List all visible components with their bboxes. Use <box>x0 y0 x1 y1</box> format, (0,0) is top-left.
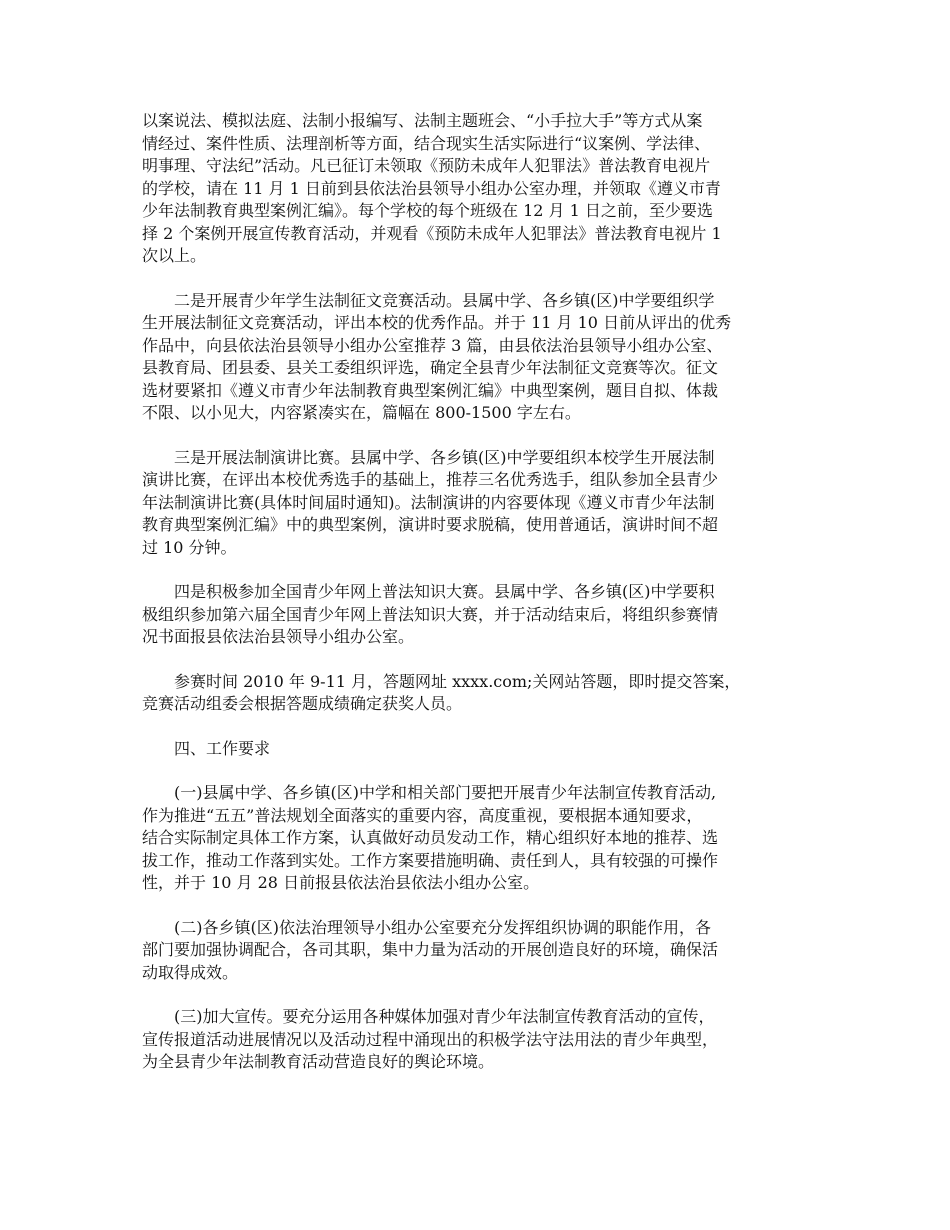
text-line: 择 2 个案例开展宣传教育活动，并观看《预防未成年人犯罪法》普法教育电视片 1 <box>142 223 722 243</box>
paragraph-contest-time <box>142 671 812 716</box>
text-line: 性，并于 10 月 28 日前报县依法治县依法小组办公室。 <box>142 873 540 892</box>
text-line: 过 10 分钟。 <box>142 537 237 557</box>
text-line: 少年法制教育典型案例汇编》。每个学校的每个班级在 12 月 1 日之前，至少要选 <box>142 201 713 220</box>
text-line: 情经过、案件性质、法理剖析等方面，结合现实生活实际进行“议案例、学法律、 <box>142 133 711 153</box>
text-line: (一)县属中学、各乡镇(区)中学和相关部门要把开展青少年法制宣传教育活动, <box>174 783 717 802</box>
text-line: 拔工作，推动工作落到实处。工作方案要措施明确、责任到人，具有较强的可操作 <box>142 850 719 870</box>
text-line: 生开展法制征文竞赛活动，评出本校的优秀作品。并于 11 月 10 日前从评出的优秀 <box>142 313 732 332</box>
text-line: 四是积极参加全国青少年网上普法知识大赛。县属中学、各乡镇(区)中学要积 <box>174 582 715 601</box>
text-line: 动取得成效。 <box>142 962 239 982</box>
text-line: (三)加大宣传。要充分运用各种媒体加强对青少年法制宣传教育活动的宣传， <box>174 1007 715 1026</box>
text-line: 的学校，请在 11 月 1 日前到县依法治县领导小组办公室办理，并领取《遵义市青 <box>142 178 721 198</box>
paragraph-essay-contest <box>142 290 812 425</box>
paragraph-intro-continuation <box>142 110 812 268</box>
text-line: 明事理、守法纪”活动。凡已征订未领取《预防未成年人犯罪法》普法教育电视片 <box>142 156 711 175</box>
text-line: 宣传报道活动进展情况以及活动过程中涌现出的积极学法守法用法的青少年典型， <box>142 1029 719 1049</box>
document-body <box>142 110 812 1096</box>
paragraph-requirement-3 <box>142 1006 812 1074</box>
text-line: 况书面报县依法治县领导小组办公室。 <box>142 627 415 646</box>
text-line: 以案说法、模拟法庭、法制小报编写、法制主题班会、“小手拉大手”等方式从案 <box>142 111 703 130</box>
text-line: 教育典型案例汇编》中的典型案例，演讲时要求脱稿，使用普通话，演讲时间不超 <box>142 515 719 534</box>
paragraph-speech-contest <box>142 447 812 560</box>
section-heading-work-requirements <box>142 738 812 761</box>
paragraph-online-contest <box>142 581 812 649</box>
text-line: 参赛时间 2010 年 9-11 月，答题网址 xxxx.com;关网站答题，即时提交答案， <box>174 671 741 691</box>
text-line: 二是开展青少年学生法制征文竞赛活动。县属中学、各乡镇(区)中学要组织学 <box>174 290 715 310</box>
text-line: 为全县青少年法制教育活动营造良好的舆论环境。 <box>142 1052 495 1071</box>
text-line: 不限、以小见大，内容紧凑实在，篇幅在 800-1500 字左右。 <box>142 403 581 422</box>
text-line: 极组织参加第六届全国青少年网上普法知识大赛，并于活动结束后，将组织参赛情 <box>142 604 719 624</box>
paragraph-requirement-1 <box>142 782 812 895</box>
text-line: (二)各乡镇(区)依法治理领导小组办公室要充分发挥组织协调的职能作用，各 <box>174 917 711 937</box>
text-line: 作品中，向县依法治县领导小组办公室推荐 3 篇，由县依法治县领导小组办公室、 <box>142 335 723 355</box>
text-line: 竞赛活动组委会根据答题成绩确定获奖人员。 <box>142 694 463 713</box>
text-line: 演讲比赛，在评出本校优秀选手的基础上，推荐三名优秀选手，组队参加全县青少 <box>142 470 719 489</box>
text-line: 年法制演讲比赛(具体时间届时通知)。法制演讲的内容要体现《遵义市青少年法制 <box>142 492 715 512</box>
text-line: 四、工作要求 <box>174 738 271 758</box>
text-line: 结合实际制定具体工作方案，认真做好动员发动工作，精心组织好本地的推荐、选 <box>142 828 719 847</box>
text-line: 选材要紧扣《遵义市青少年法制教育典型案例汇编》中典型案例，题目自拟、体裁 <box>142 380 719 400</box>
text-line: 次以上。 <box>142 246 207 265</box>
text-line: 作为推进“五五”普法规划全面落实的重要内容，高度重视，要根据本通知要求， <box>142 805 703 825</box>
text-line: 部门要加强协调配合，各司其职，集中力量为活动的开展创造良好的环境，确保活 <box>142 940 719 959</box>
text-line: 三是开展法制演讲比赛。县属中学、各乡镇(区)中学要组织本校学生开展法制 <box>174 447 715 467</box>
text-line: 县教育局、团县委、县关工委组织评选，确定全县青少年法制征文竞赛等次。征文 <box>142 358 719 377</box>
paragraph-requirement-2 <box>142 917 812 985</box>
